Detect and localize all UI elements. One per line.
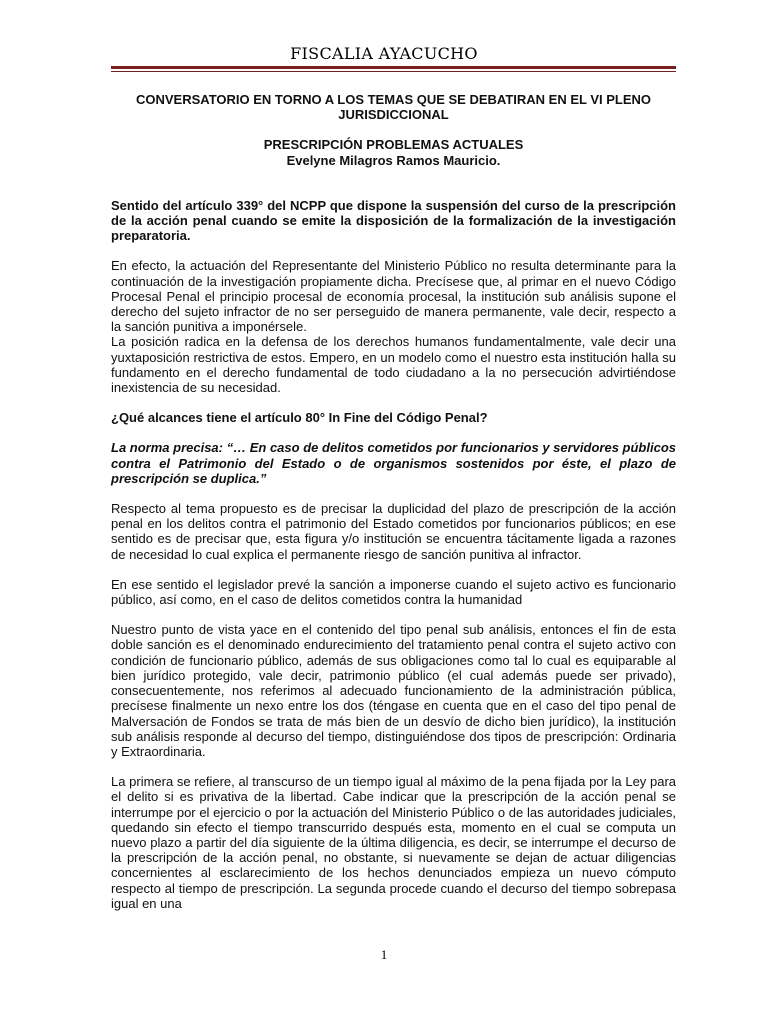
- header-rule-thick: [111, 66, 676, 69]
- document-subtitle: PRESCRIPCIÓN PROBLEMAS ACTUALES: [263, 137, 524, 153]
- header-title: FISCALIA AYACUCHO: [290, 44, 478, 63]
- paragraph-4: En ese sentido el legislador prevé la sanción a imponerse cuando el sujeto activo es funcionario público, así como, en el caso de delitos cometidos contra la humanidad: [111, 576, 676, 608]
- page-number: 1: [380, 947, 388, 962]
- paragraph-1: En efecto, la actuación del Representante del Ministerio Público no resulta determinante para la continuación de la investigación propiamente dicha. Precísese que, al primar en el nuevo Código Procesal Penal el principio procesal de economía procesal, la institución sub análisis supone el derecho del sujeto infractor de no ser perseguido de manera permanente, vale decir, respecto a la sanción punitiva a imponérsele.: [111, 258, 676, 335]
- paragraph-6: La primera se refiere, al transcurso de un tiempo igual al máximo de la pena fijada por la Ley para el delito si es privativa de la libertad. Cabe indicar que la prescripción de la acción penal se interrumpe por el ejercicio o por la actuación del Ministerio Público o de las autoridades judiciales, quedando sin efecto el tiempo transcurrido después esta, momento en el cual se computa un nuevo plazo a partir del día siguiente de la última diligencia, es decir, se interrumpe el decurso de la prescripción de la acción penal, no obstante, si nuevamente se dejan de actuar diligencias concernientes al esclarecimiento de los hechos denunciados empieza un nuevo cómputo respecto al tiempo de prescripción. La segunda procede cuando el decurso del tiempo sobrepasa igual en una: [111, 774, 676, 911]
- document-author: Evelyne Milagros Ramos Mauricio.: [286, 152, 501, 168]
- legal-quote: La norma precisa: “… En caso de delitos cometidos por funcionarios y servidores públicos contra el Patrimonio del Estado o de organismos sostenidos por éste, el plazo de prescripción se duplica.”: [111, 440, 676, 486]
- document-body: [111, 92, 676, 911]
- header-rule-thin: [111, 71, 676, 72]
- paragraph-3: Respecto al tema propuesto es de precisar la duplicidad del plazo de prescripción de la acción penal en los delitos contra el patrimonio del Estado cometidos por funcionarios públicos; en ese sentido es de precisar que, esta figura y/o institución se encuentra tácitamente ligada a razones de necesidad lo cual explica el permanente riesgo de sanción punitiva al infractor.: [111, 501, 676, 562]
- heading-line-1: CONVERSATORIO EN TORNO A LOS TEMAS QUE SE DEBATIRAN EN EL VI PLENO: [136, 92, 651, 107]
- heading-line-2: JURISDICCIONAL: [338, 107, 449, 123]
- section-1-heading: Sentido del artículo 339° del NCPP que dispone la suspensión del curso de la prescripción de la acción penal cuando se emite la disposición de la formalización de la investigación preparatoria.: [111, 197, 676, 244]
- paragraph-2: La posición radica en la defensa de los derechos humanos fundamentalmente, vale decir una yuxtaposición restrictiva de estos. Empero, en un modelo como el nuestro esta institución halla su fundamento en el derecho fundamental de todo ciudadano a la no persecución advirtiéndose inexistencia de su necesidad.: [111, 334, 676, 396]
- paragraph-5: Nuestro punto de vista yace en el contenido del tipo penal sub análisis, entonces el fin de esta doble sanción es el denominado endurecimiento del tratamiento penal contra el sujeto activo con condición de funcionario público, además de sus obligaciones como tal lo cual es equiparable al bien jurídico protegido, vale decir, patrimonio público (el cual además puede ser privado), consecuentemente, nos referimos al adecuado funcionamiento de la administración pública, precísese finalmente un nexo entre los dos (téngase en cuenta que en el caso del tipo penal de Malversación de Fondos se trata de más bien de un desvío de dicho bien jurídico), la institución sub análisis responde al decurso del tiempo, distinguiéndose dos tipos de prescripción: Ordinaria y Extraordinaria.: [111, 622, 676, 759]
- section-2-heading: ¿Qué alcances tiene el artículo 80° In Fine del Código Penal?: [111, 410, 488, 426]
